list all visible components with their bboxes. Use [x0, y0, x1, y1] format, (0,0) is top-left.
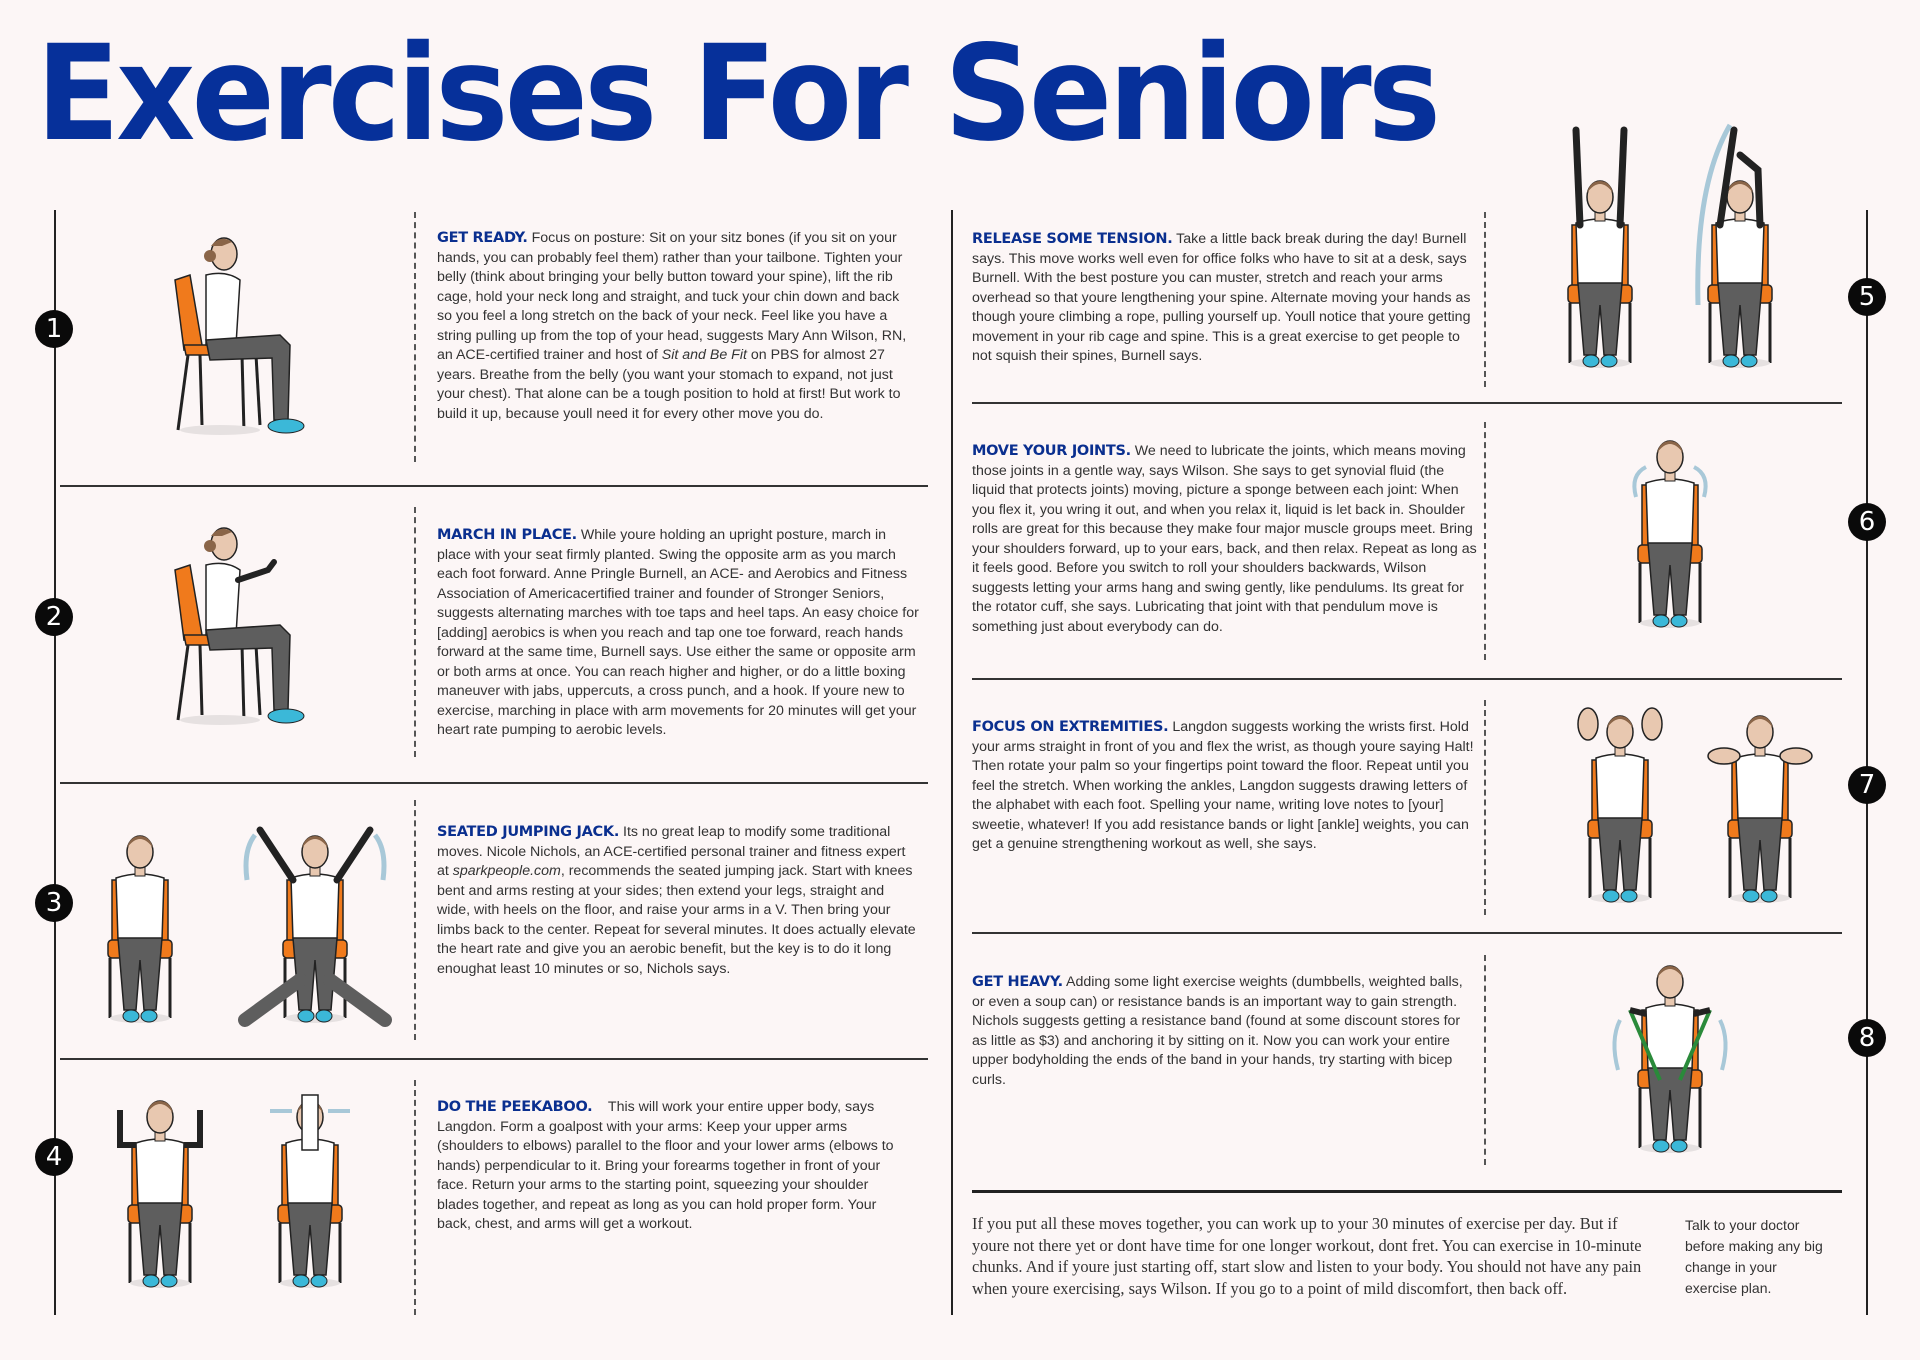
- exercise-7-heading: FOCUS ON EXTREMITIES.: [972, 719, 1169, 735]
- dash-sep-1: [414, 212, 416, 462]
- divider-5-6: [972, 402, 1842, 404]
- exercise-5-heading: RELEASE SOME TENSION.: [972, 231, 1173, 247]
- step-number-8: 8: [1848, 1019, 1886, 1057]
- divider-7-8: [972, 932, 1842, 934]
- illustration-release-tension: [1540, 115, 1820, 385]
- exercise-5-text: RELEASE SOME TENSION. Take a little back break during the day! Burnell says. This move works well even for office folks who have to sit at a desk, says Burnell. With the best posture you can muster, stretch and reach your arms overhead so that youre lengthening your spine. Alternate moving your hands as though youre climbing a rope, pulling yourself up. Youll notice that youre getting movement in your rib cage and spine. This is a great exercise to get people to not squish their spines, Burnell says.: [972, 231, 1471, 364]
- illustration-get-ready: [150, 230, 330, 450]
- exercise-8-text: GET HEAVY. Adding some light exercise weights (dumbbells, weighted balls, or even a soup can) or resistance bands is an important way to gain strength. Nichols suggests getting a resistance band (found at some discount stores for as little as $3) and anchoring it by sitting on it. Now you can work your entire upper bodyholding the ends of the band in your hands, try starting with bicep curls.: [972, 974, 1463, 1088]
- step-number-2: 2: [35, 598, 73, 636]
- illustration-move-joints: [1610, 430, 1750, 650]
- illustration-seated-jumping-jack: [90, 820, 410, 1040]
- dash-sep-3: [414, 800, 416, 1040]
- divider-6-7: [972, 678, 1842, 680]
- illustration-focus-extremities: [1560, 700, 1820, 920]
- step-number-3: 3: [35, 884, 73, 922]
- exercise-6-heading: MOVE YOUR JOINTS.: [972, 443, 1131, 459]
- divider-1-2: [60, 485, 928, 487]
- illustration-get-heavy: [1600, 955, 1760, 1175]
- divider-closing: [972, 1190, 1842, 1193]
- dash-sep-2: [414, 507, 416, 757]
- center-divider-line: [951, 210, 953, 1315]
- exercise-4-text: DO THE PEEKABOO. This will work your entire upper body, says Langdon. Form a goalpost with your arms: Keep your upper arms (shoulders to elbows) parallel to the floor and your lower arms (elbows to hands) perpendicular to it. Bring your forearms together in front of your face. Return your arms to the starting point, squeezing your shoulder blades together, and repeat as long as you can hold proper form. Your back, chest, and arms will get a workout.: [437, 1099, 894, 1232]
- exercise-3-text: SEATED JUMPING JACK. Its no great leap to modify some traditional moves. Nicole Nichols, an ACE-certified personal trainer and fitness expert at sparkpeople.com, recommends the seated jumping jack. Start with knees bent and arms resting at your sides; then extend your legs, straight and wide, with heels on the floor, and raise your arms in a V. Then bring your limbs back to the center. Repeat for several minutes. It does actually elevate the heart rate and give you an aerobic benefit, but the key is to do it long enoughat least 10 minutes or so, Nichols says.: [437, 824, 916, 977]
- dash-sep-6: [1484, 422, 1486, 660]
- step-number-6: 6: [1848, 503, 1886, 541]
- dash-sep-8: [1484, 955, 1486, 1165]
- right-timeline-line: [1866, 210, 1868, 1315]
- exercise-4-heading: DO THE PEEKABOO.: [437, 1099, 593, 1115]
- exercise-2-text: MARCH IN PLACE. While youre holding an upright posture, march in place with your seat firmly planted. Swing the opposite arm as you march each foot forward. Anne Pringle Burnell, an ACE- and Aerobics and Fitness Association of Americacertified trainer and founder of Stronger Seniors, suggests alternating marches with toe taps and heel taps. An easy choice for [adding] aerobics is when you reach and tap one toe forward, reach hands forward at the same time, Burnell says. Use either the same or opposite arm or both arms at once. You can reach higher and higher, or do a little boxing maneuver with jabs, uppercuts, a cross punch, and a hook. If youre new to exercise, marching in place with arm movements for 20 minutes will get your heart rate pumping to aerobic levels.: [437, 527, 919, 738]
- closing-paragraph: If you put all these moves together, you can work up to your 30 minutes of exercise per day. But if youre not there yet or dont have time for one longer workout, dont fret. You can exercise in 10-minute chunks. And if youre just starting off, start slow and listen to your body. You should not have any pain when youre exercising, says Wilson. If you go to a point of mild discomfort, then back off.: [972, 1214, 1642, 1298]
- step-number-1: 1: [35, 310, 73, 348]
- exercise-2-heading: MARCH IN PLACE.: [437, 527, 577, 543]
- exercise-6-text: MOVE YOUR JOINTS. We need to lubricate the joints, which means moving those joints in a gentle way, says Wilson. She says to get synovial fluid (the liquid that protects joints) moving, picture a sponge between each joint: When you flex it, you wring it out, and when you relax it, liquid is let back in. Shoulder rolls are great for this because they make four major muscle groups meet. Bring your shoulders forward, up to your ears, back, and then relax. Repeat as long as it feels good. Before you switch to roll your shoulders backwards, Wilson suggests letting your arms hang and swing gently, like pendulums. Its great for the rotator cuff, she says. Lubricating that joint with that pendulum move is something just about everybody can do.: [972, 443, 1477, 635]
- exercise-1-text: GET READY. Focus on posture: Sit on your sitz bones (if you sit on your hands, you can probably feel them) rather than your tailbone. Tighten your belly (think about bringing your belly button toward your spine), lift the rib cage, hold your neck long and straight, and tuck your chin down and back so you feel a long stretch on the back of your neck. Feel like you have a string pulling up from the top of your head, suggests Mary Ann Wilson, RN, an ACE-certified trainer and host of Sit and Be Fit on PBS for almost 27 years. Breathe from the belly (you want your stomach to expand, not just your chest). That alone can be a tough position to hold at first! But work to build it up, because youll need it for every other move you do.: [437, 230, 907, 422]
- step-number-4: 4: [35, 1138, 73, 1176]
- doctor-note: Talk to your doctor before making any big change in your exercise plan.: [1685, 1217, 1823, 1296]
- step-number-7: 7: [1848, 766, 1886, 804]
- step-number-5: 5: [1848, 278, 1886, 316]
- exercise-8-heading: GET HEAVY.: [972, 974, 1063, 990]
- page-title: Exercises For Seniors: [36, 17, 1438, 171]
- exercise-1-heading: GET READY.: [437, 230, 528, 246]
- dash-sep-7: [1484, 700, 1486, 915]
- dash-sep-5: [1484, 212, 1486, 387]
- divider-3-4: [60, 1058, 928, 1060]
- divider-2-3: [60, 782, 928, 784]
- illustration-peekaboo: [110, 1085, 370, 1305]
- dash-sep-4: [414, 1080, 416, 1315]
- exercise-7-text: FOCUS ON EXTREMITIES. Langdon suggests working the wrists first. Hold your arms straight in front of you and flex the wrist, as though youre saying Halt! Then rotate your palm so your fingertips point toward the floor. Repeat until you feel the stretch. When working the ankles, Langdon suggests drawing letters of the alphabet with each foot. Spelling your name, writing love notes to [your] sweetie, whatever! If you add resistance bands or light [ankle] weights, you can get a genuine strengthening workout as well, she says.: [972, 719, 1474, 852]
- illustration-march-in-place: [150, 520, 330, 740]
- exercise-3-heading: SEATED JUMPING JACK.: [437, 824, 620, 840]
